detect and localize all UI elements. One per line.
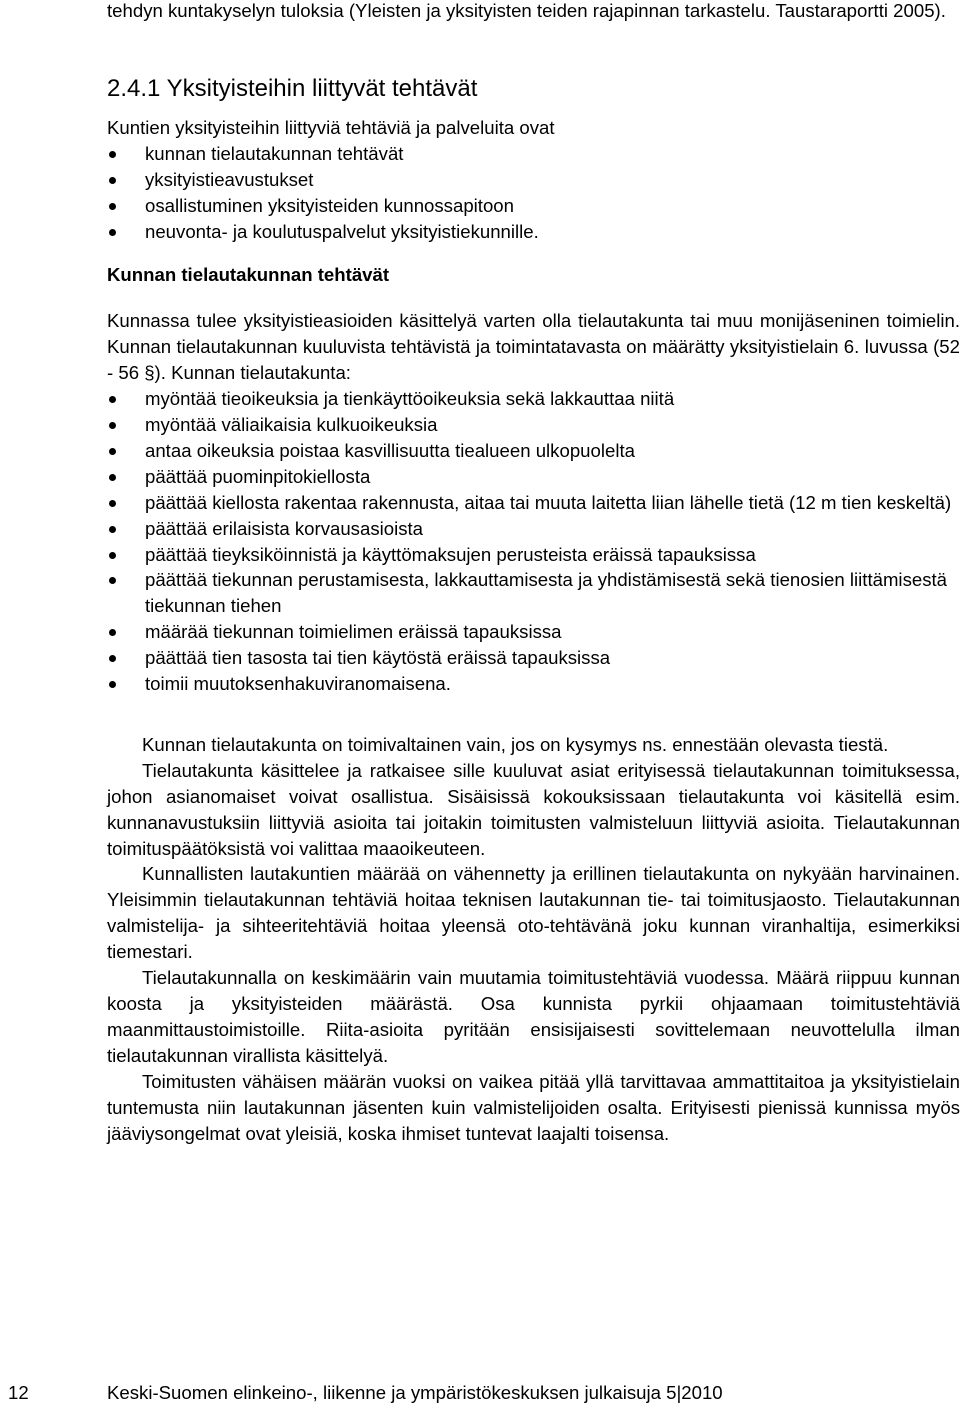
page-number: 12 xyxy=(8,1382,29,1403)
body-paragraph: Kunnallisten lautakuntien määrää on vähennetty ja erillinen tielautakunta on nykyään harvinainen. Yleisimmin tielautakunnan tehtäviä hoitaa teknisen lautakunnan tie- tai toimitusjaosto. Tielautakunnan valmistelija- ja sihteeritehtäviä hoitaa yleensä oto-tehtävänä joku kunnan viranhaltija, esimerkiksi tiemestari. xyxy=(107,863,960,963)
section-heading: 2.4.1 Yksityisteihin liittyvät tehtävät xyxy=(107,74,478,102)
list-item: kunnan tielautakunnan tehtävät xyxy=(107,141,960,167)
top-paragraph: tehdyn kuntakyselyn tuloksia (Yleisten ja yksityisten teiden rajapinnan tarkastelu. Taustaraportti 2005). xyxy=(107,0,946,21)
services-list xyxy=(107,141,960,245)
list-item: osallistuminen yksityisteiden kunnossapitoon xyxy=(107,193,960,219)
bullet-icon xyxy=(109,151,116,158)
list-item: päättää tien tasosta tai tien käytöstä eräissä tapauksissa xyxy=(107,645,960,671)
list-item: toimii muutoksenhakuviranomaisena. xyxy=(107,671,960,697)
list-item: myöntää väliaikaisia kulkuoikeuksia xyxy=(107,412,960,438)
list-item: neuvonta- ja koulutuspalvelut yksityistiekunnille. xyxy=(107,219,960,245)
tasks-paragraph: Kunnassa tulee yksityistieasioiden käsittelyä varten olla tielautakunta tai muu monijäseninen toimielin. Kunnan tielautakunnan kuuluvista tehtävistä ja toimintatavasta on määrätty yksityistielain 6. luvussa (52 - 56 §). Kunnan tielautakunta: xyxy=(107,310,960,384)
bullet-icon xyxy=(109,500,116,507)
publication-title: Keski-Suomen elinkeino-, liikenne ja ympäristökeskuksen julkaisuja 5|2010 xyxy=(107,1382,723,1403)
list-item: päättää erilaisista korvausasioista xyxy=(107,516,960,542)
bullet-icon xyxy=(109,474,116,481)
list-item: myöntää tieoikeuksia ja tienkäyttöoikeuksia sekä lakkauttaa niitä xyxy=(107,386,960,412)
bullet-icon xyxy=(109,448,116,455)
list-item: päättää tiekunnan perustamisesta, lakkauttamisesta ja yhdistämisestä sekä tienosien liittämisestä tiekunnan tiehen xyxy=(107,567,960,619)
intro-text: Kuntien yksityisteihin liittyviä tehtäviä ja palveluita ovat xyxy=(107,116,555,138)
bullet-icon xyxy=(109,229,116,236)
body-paragraph: Kunnan tielautakunta on toimivaltainen vain, jos on kysymys ns. ennestään olevasta tiestä. xyxy=(142,733,889,755)
body-paragraph: Tielautakunta käsittelee ja ratkaisee sille kuuluvat asiat erityisessä tielautakunnan toimituksessa, johon asianomaiset voivat osallistua. Sisäisissä kokouksissaan tielautakunta voi käsitellä esim. kunnanavustuksiin liittyviä asioita tai joitakin toimitusten valmisteluun liittyviä asioita. Tielautakunnan toimituspäätöksistä voi valittaa maaoikeuteen. xyxy=(107,759,960,859)
bullet-icon xyxy=(109,526,116,533)
bullet-icon xyxy=(109,203,116,210)
body-paragraph: Toimitusten vähäisen määrän vuoksi on vaikea pitää yllä tarvittavaa ammattitaitoa ja yksityistielain tuntemusta niin lautakunnan jäsenten kuin valmistelijoiden osalta. Erityisesti pienissä kunnissa myös jääviysongelmat ovat yleisiä, koska ihmiset tuntevat laajalti toisensa. xyxy=(107,1070,960,1144)
bullet-icon xyxy=(109,629,116,636)
bullet-icon xyxy=(109,552,116,559)
list-item: päättää tieyksiköinnistä ja käyttömaksujen perusteista eräissä tapauksissa xyxy=(107,542,960,568)
body-paragraph: Tielautakunnalla on keskimäärin vain muutamia toimitustehtäviä vuodessa. Määrä riippuu kunnan koosta ja yksityisteiden määrästä. Osa kunnista pyrkii ohjaamaan toimitustehtäviä maanmittaustoimistoille. Riita-asioita pyritään ensisijaisesti sovittelemaan neuvottelulla ilman tielautakunnan virallista käsittelyä. xyxy=(107,967,960,1066)
list-item: päättää kiellosta rakentaa rakennusta, aitaa tai muuta laitetta liian lähelle tietä (12 m tien keskeltä) xyxy=(107,490,960,516)
list-item: määrää tiekunnan toimielimen eräissä tapauksissa xyxy=(107,619,960,645)
subheading: Kunnan tielautakunnan tehtävät xyxy=(107,264,390,286)
bullet-icon xyxy=(109,422,116,429)
list-item: päättää puominpitokiellosta xyxy=(107,464,960,490)
bullet-icon xyxy=(109,577,116,584)
tasks-list xyxy=(107,386,960,697)
list-item: antaa oikeuksia poistaa kasvillisuutta tiealueen ulkopuolelta xyxy=(107,438,960,464)
bullet-icon xyxy=(109,681,116,688)
document-page xyxy=(107,0,960,1146)
list-item: yksityistieavustukset xyxy=(107,167,960,193)
bullet-icon xyxy=(109,655,116,662)
bullet-icon xyxy=(109,177,116,184)
bullet-icon xyxy=(109,396,116,403)
